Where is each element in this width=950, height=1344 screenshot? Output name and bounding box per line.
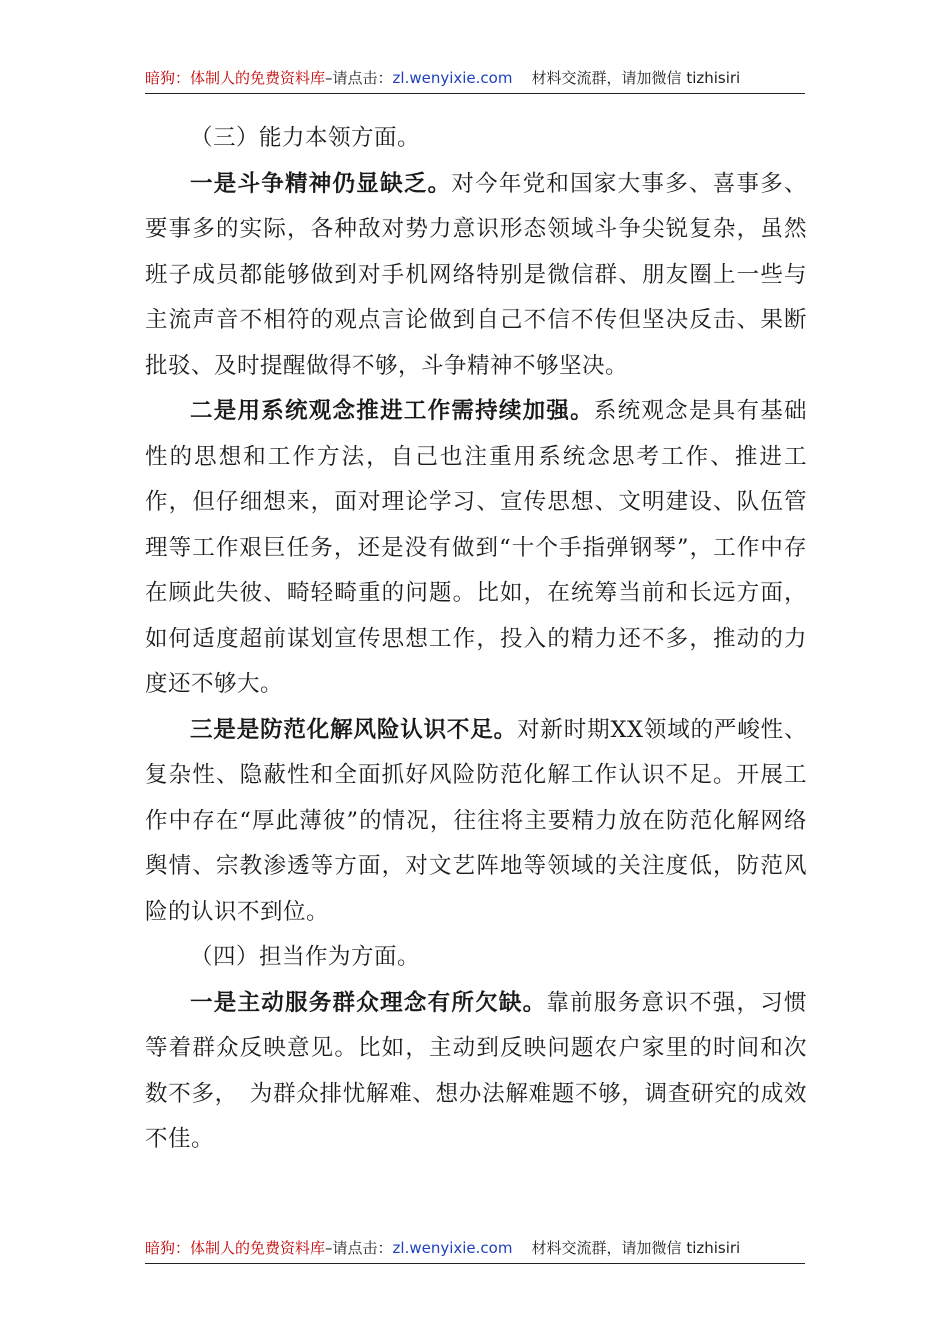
paragraph-lead: 二是用系统观念推进工作需持续加强。 xyxy=(190,398,594,424)
paragraph xyxy=(145,981,807,1163)
banner-prompt: –请点击： xyxy=(325,1239,393,1257)
section-heading-4: （四）担当作为方面。 xyxy=(190,944,421,970)
paragraph-lead: 一是斗争精神仍显缺乏。 xyxy=(190,170,452,197)
header-banner xyxy=(145,68,805,94)
footer-banner xyxy=(145,1238,805,1264)
banner-contact: 材料交流群，请加微信 tizhisiri xyxy=(531,1239,741,1257)
paragraph xyxy=(145,162,807,390)
paragraph-lead: 三是是防范化解风险认识不足。 xyxy=(190,716,518,743)
paragraph-text: 对今年党和国家大事多、喜事多、要事多的实际，各种敌对势力意识形态领域斗争尖锐复杂，虽然班子成员都能够做到对手机网络特别是微信群、朋友圈上一些与主流声音不相符的观点言论做到自己不信不传但坚决反击、果断批驳、及时提醒做得不够，斗争精神不够坚决。 xyxy=(145,170,807,379)
banner-site-label: 暗狗：体制人的免费资料库 xyxy=(145,69,326,87)
banner-url-link[interactable]: zl.wenyixie.com xyxy=(392,69,513,87)
banner-contact: 材料交流群，请加微信 tizhisiri xyxy=(531,69,741,87)
document-body xyxy=(145,116,807,1163)
paragraph-text: 靠前服务意识不强，习惯等着群众反映意见。比如，主动到反映问题农户家里的时间和次数不多， 为群众排忧解难、想办法解难题不够，调查研究的成效不佳。 xyxy=(145,989,807,1152)
paragraph xyxy=(145,708,807,936)
banner-site-label: 暗狗：体制人的免费资料库 xyxy=(145,1239,326,1257)
banner-url-link[interactable]: zl.wenyixie.com xyxy=(392,1239,513,1257)
paragraph-text: 系统观念是具有基础性的思想和工作方法，自己也注重用系统念思考工作、推进工作，但仔细想来，面对理论学习、宣传思想、文明建设、队伍管理等工作艰巨任务，还是没有做到“十个手指弹钢琴”，工作中存在顾此失彼、畸轻畸重的问题。比如，在统筹当前和长远方面，如何适度超前谋划宣传思想工作，投入的精力还不多，推动的力度还不够大。 xyxy=(145,398,807,697)
paragraph-text: 对新时期XX领域的严峻性、复杂性、隐蔽性和全面抓好风险防范化解工作认识不足。开展工作中存在“厚此薄彼”的情况，往往将主要精力放在防范化解网络舆情、宗教渗透等方面，对文艺阵地等领域的关注度低，防范风险的认识不到位。 xyxy=(145,716,807,925)
section-heading-3: （三）能力本领方面。 xyxy=(190,125,421,151)
banner-prompt: –请点击： xyxy=(325,69,393,87)
paragraph-lead: 一是主动服务群众理念有所欠缺。 xyxy=(190,989,547,1016)
paragraph xyxy=(145,389,807,708)
